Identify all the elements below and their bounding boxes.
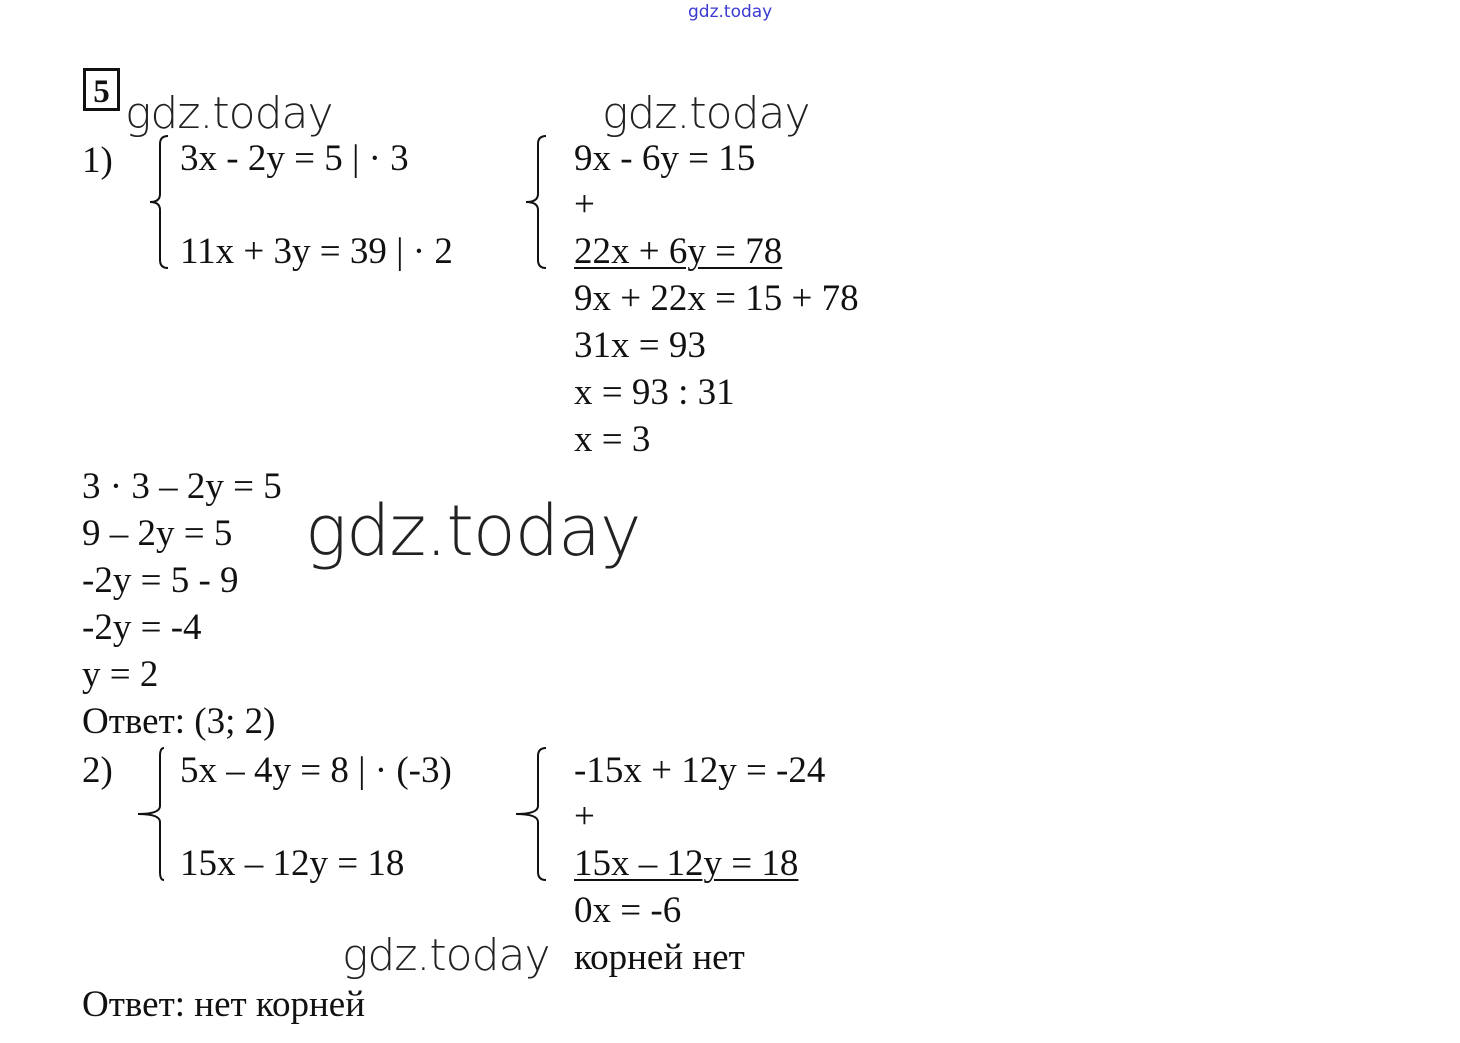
part1-step-left: 3 · 3 – 2y = 5 (82, 466, 282, 507)
part2-answer: Ответ: нет корней (82, 984, 366, 1025)
system1-right-plus: + (574, 184, 595, 225)
watermark: gdz.today (342, 930, 550, 981)
part1-step-left: -2y = 5 - 9 (82, 560, 239, 601)
task-number-box (83, 68, 120, 111)
system2-right-eq1: -15x + 12y = -24 (574, 750, 826, 791)
system1-left-eq2: 11x + 3y = 39 | · 2 (180, 231, 453, 272)
part2-label: 2) (82, 750, 113, 791)
watermark: gdz.today (305, 490, 641, 572)
system2-right-plus: + (574, 796, 595, 837)
part2-step-right: корней нет (574, 937, 745, 978)
system2-left-eq2: 15x – 12y = 18 (180, 843, 405, 884)
task-number: 5 (93, 74, 110, 110)
watermark-top: gdz.today (688, 2, 773, 22)
part1-step-right: 9x + 22x = 15 + 78 (574, 278, 859, 319)
system1-left-eq1: 3x - 2y = 5 | · 3 (180, 138, 409, 179)
brace-right-2 (512, 742, 546, 882)
part1-step-left: 9 – 2y = 5 (82, 513, 233, 554)
part1-step-right: 31x = 93 (574, 325, 706, 366)
system2-right-eq2: 15x – 12y = 18 (574, 843, 799, 884)
part1-answer: Ответ: (3; 2) (82, 701, 276, 742)
watermark: gdz.today (602, 88, 810, 139)
part2-step-right: 0x = -6 (574, 890, 682, 931)
part1-label: 1) (82, 140, 113, 181)
part1-step-left: -2y = -4 (82, 607, 202, 648)
part1-step-right: x = 3 (574, 419, 651, 460)
part1-step-right: x = 93 : 31 (574, 372, 735, 413)
part1-step-left: y = 2 (82, 654, 159, 695)
system1-right-eq1: 9x - 6y = 15 (574, 138, 756, 179)
watermark: gdz.today (125, 88, 333, 139)
system2-left-eq1: 5x – 4y = 8 | · (-3) (180, 750, 452, 791)
brace-left-2 (134, 742, 168, 882)
brace-left-1 (146, 130, 176, 270)
brace-right-1 (522, 130, 552, 270)
system1-right-eq2: 22x + 6y = 78 (574, 231, 783, 272)
